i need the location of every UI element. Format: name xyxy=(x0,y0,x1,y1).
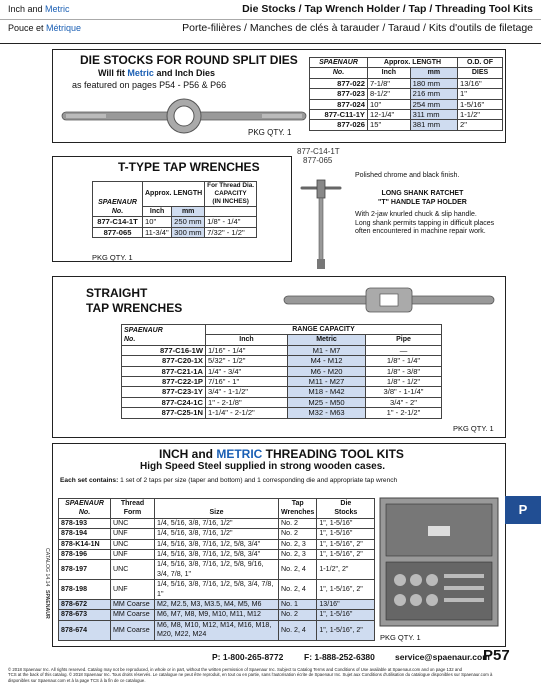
table-cell: 1" - 2-1/8" xyxy=(206,397,288,407)
table-cell: M25 - M50 xyxy=(288,397,366,407)
table-cell: 1/4" - 3/4" xyxy=(206,366,288,376)
header-rule xyxy=(0,43,541,44)
kits-pkg: PKG QTY. 1 xyxy=(380,633,421,642)
table-row xyxy=(59,620,375,640)
t-type-part-label-2: 877-065 xyxy=(303,156,333,165)
t-type-finish: Polished chrome and black finish. xyxy=(355,172,460,179)
table-cell: 878-K14-1N xyxy=(59,539,111,549)
table-cell: 878-196 xyxy=(59,550,111,560)
table-cell: 381 mm xyxy=(410,120,457,130)
table-cell: 216 mm xyxy=(410,89,457,99)
table-cell: 180 mm xyxy=(410,78,457,88)
straight-title: STRAIGHT TAP WRENCHES xyxy=(86,286,183,315)
table-cell: MM Coarse xyxy=(111,610,155,620)
page-number: P57 xyxy=(483,647,510,664)
table-cell: No. 2 xyxy=(279,518,317,528)
header-divider xyxy=(0,19,541,20)
table-cell: 7/16" - 1" xyxy=(206,377,288,387)
table-row xyxy=(59,539,375,549)
table-cell: 1", 1-5/16", 2" xyxy=(317,539,375,549)
table-cell: 877-C25-1N xyxy=(122,408,206,418)
table-cell: 877-026 xyxy=(310,120,368,130)
table-cell: 1/4, 5/16, 3/8, 7/16, 1/2, 5/8, 9/16, 3/4, 7/8, 1" xyxy=(155,560,279,580)
table-cell: 878-672 xyxy=(59,600,111,610)
table-cell: No. 1 xyxy=(279,600,317,610)
table-cell: 877-C24-1C xyxy=(122,397,206,407)
table-row xyxy=(122,377,442,387)
table-cell: 7-1/8" xyxy=(368,78,411,88)
die-stocks-line1: Will fit Metric and Inch Dies xyxy=(98,68,215,78)
table-cell: UNC xyxy=(111,518,155,528)
header-left-en: Inch and Metric xyxy=(8,4,70,14)
table-row xyxy=(122,356,442,366)
table-row xyxy=(310,120,503,130)
table-row xyxy=(93,217,257,227)
table-cell: UNC xyxy=(111,539,155,549)
table-cell: UNC xyxy=(111,560,155,580)
table-cell: 1/4, 5/16, 3/8, 7/16, 1/2, 5/8, 3/4, 7/8, 1" xyxy=(155,580,279,600)
footer-legal: © 2018 Spaenaur Inc. All rights reserved. Catalog may not be reproduced, in whole or in part, without the written permission of Spaenaur Inc. Subject to Catalog Terms and Conditions of Use available at Spaenaur.com and on page 132 and TCS at the back of this catalog. © 2018 Spaenaur Inc. Tous droits réservés. Le catalogue ne peut être reproduit, en tout ou en partie, sans l'autorisation écrite de Spaenaur Inc. Sujet aux Conditions d'utilisation du catalogue disponibles sur Spaenaur.com à disponibles sur Spaenaur.com et à la page TCS à la fin de ce catalogue. xyxy=(8,667,493,683)
brand-vertical-label: SPAENAUR xyxy=(44,590,50,619)
table-cell: 878-198 xyxy=(59,580,111,600)
table-cell: No. 2, 3 xyxy=(279,550,317,560)
table-cell: 11-3/4" xyxy=(143,227,172,237)
table-cell: 878-197 xyxy=(59,560,111,580)
table-row xyxy=(310,89,503,99)
table-cell: No. 2, 4 xyxy=(279,560,317,580)
table-cell: MM Coarse xyxy=(111,620,155,640)
straight-wrench-illustration xyxy=(282,283,496,317)
footer-fax: F: 1-888-252-6380 xyxy=(304,652,375,662)
table-cell: 12-1/4" xyxy=(368,110,411,120)
t-wrench-illustration xyxy=(296,164,344,272)
table-cell: No. 2 xyxy=(279,610,317,620)
table-cell: M6, M7, M8, M9, M10, M11, M12 xyxy=(155,610,279,620)
table-cell: 878-194 xyxy=(59,529,111,539)
table-cell: 254 mm xyxy=(410,99,457,109)
table-cell: 878-674 xyxy=(59,620,111,640)
table-cell: UNF xyxy=(111,550,155,560)
table-cell: 1/8" - 1/4" xyxy=(366,356,442,366)
section-tab-p[interactable]: P xyxy=(505,496,541,524)
table-row xyxy=(122,345,442,355)
table-cell: 877-C22-1P xyxy=(122,377,206,387)
table-cell: No. 2, 4 xyxy=(279,620,317,640)
table-cell: 1-5/16" xyxy=(458,99,503,109)
table-row xyxy=(122,387,442,397)
die-stocks-table: SPAENAUR Approx. LENGTH O.D. OF No. Inch mm DIES 877-022 7-1/8" 180 mm 13/16" 877-023 8-1/2" 216 mm 1" 877-024 10" 254 mm 1-5/16" 877-C11-1Y 12-1/4" 311 mm 1-1/2" 877-026 15" 381 mm 2" xyxy=(309,57,503,131)
straight-table: SPAENAUR No. RANGE CAPACITY Inch Metric Pipe 877-C16-1W 1/16" - 1/4" M1 - M7 — 877-C20-1X 5/32" - 1/2" M4 - M12 1/8" - 1/4" 877-C21-1A 1/4" - 3/4" M6 - M20 1/8" - 3/8" 877-C22-1P 7/16" - 1" M11 - M27 1/8" - 1/2" 877-C23-1Y 3/4" - 1-1/2" M18 - M42 3/8" - 1-1/4" 877-C24-1C 1" - 2-1/8" M25 - M50 3/4" - 2" 877-C25-1N 1-1/4" - 2-1/2" M32 - M63 1" - 2-1/2" xyxy=(121,324,442,419)
table-cell: 8-1/2" xyxy=(368,89,411,99)
kits-subtitle: High Speed Steel supplied in strong wooden cases. xyxy=(140,461,386,472)
table-cell: No. 2, 3 xyxy=(279,539,317,549)
kits-table: SPAENAUR No. Thread Form Size Tap Wrenches Die Stocks 878-193 UNC 1/4, 5/16, 3/8, 7/16, 1/2" No. 2 1", 1-5/16" 878-194 UNF 1/4, 5/16, 3/8, 7/16, 1/2" No. 2 1", 1-5/16" 878-K14-1N UNC 1/4, 5/16, 3/8, 7/16, 1/2, 5/8, 3/4" No. 2, 3 1", 1-5/16", 2" 878-196 UNF 1/4, 5/16, 3/8, 7/16, 1/2, 5/8, 3/4" No. 2, 3 1", 1-5/16", 2" 878-197 UNC 1/4, 5/16, 3/8, 7/16, 1/2, 5/8, 9/16, 3/4, 7/8, 1" No. 2, 4 1-1/2", 2" 878-198 UNF 1/4, 5/16, 3/8, 7/16, 1/2, 5/8, 3/4, 7/8, 1" No. 2, 4 1", 1-5/16", 2" 878-672 MM Coarse M2, M2.5, M3, M3.5, M4, M5, M6 No. 1 13/16" 878-673 MM Coarse M6, M7, M8, M9, M10, M11, M12 No. 2 1", 1-5/16" 878-674 MM Coarse M6, M8, M10, M12, M14, M16, M18, M20, M22, M24 No. 2, 4 1", 1-5/16", 2" xyxy=(58,498,375,641)
table-cell: 3/4" - 2" xyxy=(366,397,442,407)
table-cell: 1", 1-5/16" xyxy=(317,529,375,539)
table-row xyxy=(59,518,375,528)
table-cell: 877-C16-1W xyxy=(122,345,206,355)
table-cell: 13/16" xyxy=(458,78,503,88)
table-cell: 1", 1-5/16", 2" xyxy=(317,550,375,560)
table-cell: 877-023 xyxy=(310,89,368,99)
kits-title: INCH and METRIC THREADING TOOL KITS xyxy=(159,447,404,461)
die-stocks-line2: as featured on pages P54 - P56 & P66 xyxy=(72,80,227,90)
table-row xyxy=(310,110,503,120)
table-row xyxy=(310,78,503,88)
table-cell: M1 - M7 xyxy=(288,345,366,355)
table-row xyxy=(122,397,442,407)
table-cell: 5/32" - 1/2" xyxy=(206,356,288,366)
table-cell: M18 - M42 xyxy=(288,387,366,397)
table-row xyxy=(59,600,375,610)
table-cell: 1", 1-5/16" xyxy=(317,518,375,528)
header-title-fr: Porte-filières / Manches de clés à tarauder / Taraud / Kits d'outils de filetage xyxy=(182,22,533,34)
t-type-table: SPAENAUR No. Approx. LENGTH For Thread Dia. CAPACITY (IN INCHES) Inch mm 877-C14-1T 10" 250 mm 1/8" - 1/4" 877-065 11-3/4" 300 mm 7/32" - 1/2" xyxy=(92,181,257,238)
table-cell: M32 - M63 xyxy=(288,408,366,418)
table-row xyxy=(59,580,375,600)
footer-phone: P: 1-800-265-8772 xyxy=(212,652,284,662)
straight-pkg: PKG QTY. 1 xyxy=(453,424,494,433)
table-cell: 1/4, 5/16, 3/8, 7/16, 1/2, 5/8, 3/4" xyxy=(155,539,279,549)
table-cell: 877-065 xyxy=(93,227,143,237)
table-row xyxy=(93,227,257,237)
table-cell: 311 mm xyxy=(410,110,457,120)
t-type-description: With 2-jaw knurled chuck & slip handle. Long shank permits tapping in difficult places often encountered in machine repair work. xyxy=(355,211,495,236)
table-cell: 300 mm xyxy=(172,227,205,237)
die-stocks-title: DIE STOCKS FOR ROUND SPLIT DIES xyxy=(80,53,298,67)
table-cell: M2, M2.5, M3, M3.5, M4, M5, M6 xyxy=(155,600,279,610)
table-cell: 1-1/4" - 2-1/2" xyxy=(206,408,288,418)
table-cell: 10" xyxy=(368,99,411,109)
header-title-en: Die Stocks / Tap Wrench Holder / Tap / Threading Tool Kits xyxy=(242,3,533,15)
table-cell: 877-C23-1Y xyxy=(122,387,206,397)
table-row xyxy=(122,366,442,376)
table-cell: 878-193 xyxy=(59,518,111,528)
table-row xyxy=(59,560,375,580)
table-row xyxy=(59,610,375,620)
table-cell: M6 - M20 xyxy=(288,366,366,376)
header-left-fr: Pouce et Métrique xyxy=(8,23,82,33)
table-cell: 15" xyxy=(368,120,411,130)
catalog-vertical-label: CATALOG 14.14 xyxy=(44,548,50,587)
table-cell: M11 - M27 xyxy=(288,377,366,387)
table-row xyxy=(122,408,442,418)
table-cell: 1", 1-5/16", 2" xyxy=(317,580,375,600)
table-cell: 1-1/2", 2" xyxy=(317,560,375,580)
table-cell: 877-022 xyxy=(310,78,368,88)
table-cell: — xyxy=(366,345,442,355)
table-cell: 877-C14-1T xyxy=(93,217,143,227)
table-cell: 1/8" - 3/8" xyxy=(366,366,442,376)
footer-email[interactable]: service@spaenaur.com xyxy=(395,652,490,662)
t-type-title: T-TYPE TAP WRENCHES xyxy=(118,160,260,174)
table-cell: No. 2 xyxy=(279,529,317,539)
table-cell: UNF xyxy=(111,580,155,600)
die-stocks-pkg: PKG QTY. 1 xyxy=(248,128,292,137)
table-cell: 7/32" - 1/2" xyxy=(205,227,257,237)
table-cell: MM Coarse xyxy=(111,600,155,610)
table-cell: 250 mm xyxy=(172,217,205,227)
table-cell: 877-024 xyxy=(310,99,368,109)
table-cell: No. 2, 4 xyxy=(279,580,317,600)
table-cell: 877-C21-1A xyxy=(122,366,206,376)
t-type-pkg: PKG QTY. 1 xyxy=(92,253,133,262)
table-cell: UNF xyxy=(111,529,155,539)
t-type-ratchet: LONG SHANK RATCHET "T" HANDLE TAP HOLDER xyxy=(378,190,467,206)
table-cell: 878-673 xyxy=(59,610,111,620)
table-row xyxy=(310,99,503,109)
table-cell: 1/8" - 1/4" xyxy=(205,217,257,227)
table-cell: 13/16" xyxy=(317,600,375,610)
table-cell: 1/4, 5/16, 3/8, 7/16, 1/2" xyxy=(155,518,279,528)
table-cell: 1/16" - 1/4" xyxy=(206,345,288,355)
table-cell: 2" xyxy=(458,120,503,130)
table-cell: 1-1/2" xyxy=(458,110,503,120)
table-cell: M4 - M12 xyxy=(288,356,366,366)
table-cell: 10" xyxy=(143,217,172,227)
table-cell: 3/4" - 1-1/2" xyxy=(206,387,288,397)
table-cell: 3/8" - 1-1/4" xyxy=(366,387,442,397)
table-cell: 1", 1-5/16" xyxy=(317,610,375,620)
table-cell: 1/4, 5/16, 3/8, 7/16, 1/2" xyxy=(155,529,279,539)
table-cell: 877-C11-1Y xyxy=(310,110,368,120)
table-cell: 1" xyxy=(458,89,503,99)
table-cell: M6, M8, M10, M12, M14, M16, M18, M20, M22, M24 xyxy=(155,620,279,640)
table-cell: 1", 1-5/16", 2" xyxy=(317,620,375,640)
table-cell: 1/8" - 1/2" xyxy=(366,377,442,387)
table-cell: 1" - 2-1/2" xyxy=(366,408,442,418)
table-row xyxy=(59,529,375,539)
table-cell: 1/4, 5/16, 3/8, 7/16, 1/2, 5/8, 3/4" xyxy=(155,550,279,560)
kit-case-illustration xyxy=(378,496,502,632)
table-row xyxy=(59,550,375,560)
t-type-part-label-1: 877-C14-1T xyxy=(297,147,340,156)
table-cell: 877-C20-1X xyxy=(122,356,206,366)
kits-contains: Each set contains: 1 set of 2 taps per size (taper and bottom) and 1 corresponding die and appropriate tap wrench xyxy=(60,477,398,484)
